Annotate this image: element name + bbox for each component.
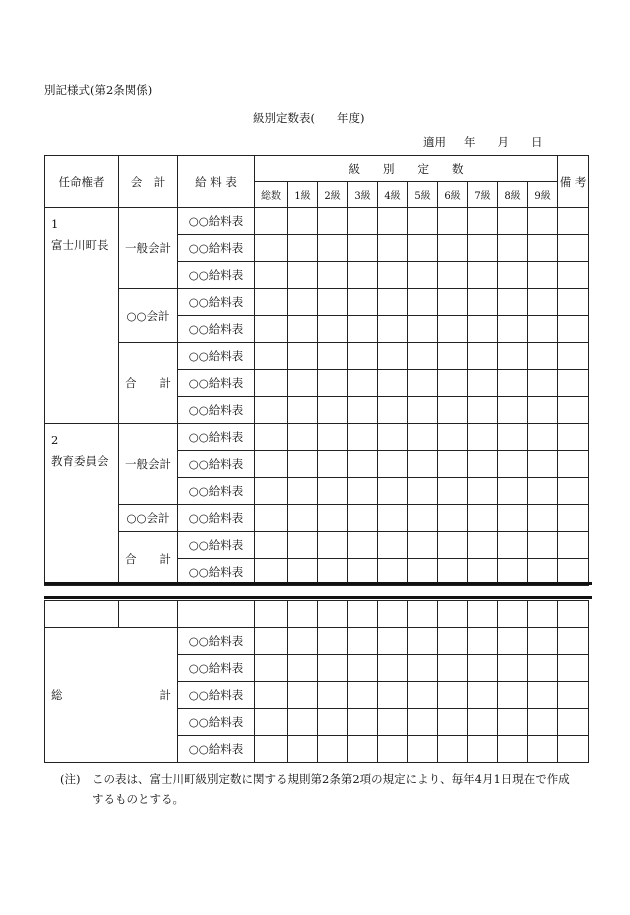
quota-cell[interactable]	[288, 424, 318, 451]
quota-cell[interactable]	[378, 709, 408, 736]
quota-cell[interactable]	[348, 262, 378, 289]
quota-cell[interactable]	[255, 424, 288, 451]
blank-cell	[178, 601, 255, 628]
quota-cell[interactable]	[558, 451, 589, 478]
quota-cell[interactable]	[288, 532, 318, 559]
quota-cell[interactable]	[255, 478, 288, 505]
quota-cell[interactable]	[438, 601, 468, 628]
quota-cell[interactable]	[558, 655, 589, 682]
quota-cell[interactable]	[318, 235, 348, 262]
quota-cell[interactable]	[528, 343, 558, 370]
account-cell-sum: 合 計	[119, 532, 178, 586]
authority-name: 富士川町長	[51, 238, 109, 252]
quota-cell[interactable]	[468, 478, 498, 505]
quota-cell[interactable]	[528, 736, 558, 763]
salary-table-cell: ○○給料表	[178, 289, 255, 316]
quota-cell[interactable]	[498, 451, 528, 478]
quota-cell[interactable]	[378, 601, 408, 628]
quota-cell[interactable]	[288, 262, 318, 289]
quota-cell[interactable]	[498, 601, 528, 628]
quota-cell[interactable]	[408, 451, 438, 478]
quota-cell[interactable]	[408, 505, 438, 532]
quota-cell[interactable]	[528, 655, 558, 682]
account-cell-other: ○○会計	[119, 289, 178, 343]
quota-cell[interactable]	[558, 208, 589, 235]
quota-cell[interactable]	[408, 235, 438, 262]
quota-cell[interactable]	[318, 505, 348, 532]
quota-cell[interactable]	[498, 316, 528, 343]
quota-cell[interactable]	[438, 709, 468, 736]
quota-cell[interactable]	[348, 505, 378, 532]
quota-cell[interactable]	[438, 289, 468, 316]
quota-cell[interactable]	[288, 397, 318, 424]
quota-cell[interactable]	[408, 208, 438, 235]
quota-cell[interactable]	[558, 316, 589, 343]
quota-cell[interactable]	[378, 736, 408, 763]
salary-table-cell: ○○給料表	[178, 532, 255, 559]
quota-cell[interactable]	[408, 343, 438, 370]
applied-year: 年	[464, 135, 476, 149]
quota-cell[interactable]	[468, 709, 498, 736]
quota-cell[interactable]	[558, 532, 589, 559]
grand-total-right: 計	[159, 688, 171, 702]
salary-table-cell: ○○給料表	[178, 208, 255, 235]
quota-cell[interactable]	[318, 682, 348, 709]
quota-cell[interactable]	[468, 628, 498, 655]
quota-cell[interactable]	[408, 424, 438, 451]
quota-cell[interactable]	[378, 316, 408, 343]
quota-cell[interactable]	[255, 451, 288, 478]
quota-cell[interactable]	[498, 289, 528, 316]
level-header: 6級	[438, 182, 468, 208]
quota-cell[interactable]	[288, 505, 318, 532]
quota-cell[interactable]	[378, 682, 408, 709]
quota-cell[interactable]	[318, 601, 348, 628]
footnote	[60, 769, 600, 809]
quota-cell[interactable]	[255, 208, 288, 235]
quota-cell[interactable]	[498, 343, 528, 370]
quota-cell[interactable]	[378, 628, 408, 655]
quota-cell[interactable]	[318, 370, 348, 397]
quota-cell[interactable]	[438, 208, 468, 235]
quota-cell[interactable]	[468, 451, 498, 478]
quota-cell[interactable]	[288, 289, 318, 316]
quota-cell[interactable]	[528, 682, 558, 709]
quota-cell[interactable]	[318, 289, 348, 316]
quota-cell[interactable]	[468, 370, 498, 397]
quota-cell[interactable]	[288, 478, 318, 505]
quota-cell[interactable]	[438, 736, 468, 763]
quota-cell[interactable]	[498, 628, 528, 655]
quota-cell[interactable]	[318, 736, 348, 763]
applied-month: 月	[497, 135, 509, 149]
quota-cell[interactable]	[318, 397, 348, 424]
quota-cell[interactable]	[318, 208, 348, 235]
quota-cell[interactable]	[438, 424, 468, 451]
quota-cell[interactable]	[498, 478, 528, 505]
quota-cell[interactable]	[255, 532, 288, 559]
quota-cell[interactable]	[408, 316, 438, 343]
quota-cell[interactable]	[378, 289, 408, 316]
quota-cell[interactable]	[528, 208, 558, 235]
quota-cell[interactable]	[288, 736, 318, 763]
quota-cell[interactable]	[558, 505, 589, 532]
quota-cell[interactable]	[348, 397, 378, 424]
quota-cell[interactable]	[255, 397, 288, 424]
quota-cell[interactable]	[438, 532, 468, 559]
quota-cell[interactable]	[468, 736, 498, 763]
quota-cell[interactable]	[558, 397, 589, 424]
quota-cell[interactable]	[558, 343, 589, 370]
quota-cell[interactable]	[498, 532, 528, 559]
quota-cell[interactable]	[255, 262, 288, 289]
applied-label: 適用	[423, 135, 446, 149]
quota-cell[interactable]	[348, 343, 378, 370]
quota-cell[interactable]	[378, 370, 408, 397]
authority-cell	[45, 208, 119, 424]
account-cell-sum: 合 計	[119, 343, 178, 424]
quota-cell[interactable]	[318, 478, 348, 505]
account-cell-general: 一般会計	[119, 208, 178, 289]
blank-cell	[45, 601, 119, 628]
quota-cell[interactable]	[468, 235, 498, 262]
quota-cell[interactable]	[468, 262, 498, 289]
quota-cell[interactable]	[288, 370, 318, 397]
quota-cell[interactable]	[408, 478, 438, 505]
authority-number: 1	[51, 217, 59, 231]
quota-cell[interactable]	[438, 628, 468, 655]
level-header: 9級	[528, 182, 558, 208]
quota-cell[interactable]	[318, 655, 348, 682]
quota-cell[interactable]	[528, 628, 558, 655]
quota-cell[interactable]	[348, 628, 378, 655]
quota-cell[interactable]	[558, 262, 589, 289]
quota-cell[interactable]	[348, 682, 378, 709]
quota-cell[interactable]	[468, 343, 498, 370]
title-main: 級別定数表(	[253, 111, 315, 125]
salary-table-header: 給 料 表	[178, 156, 255, 208]
quota-cell[interactable]	[498, 370, 528, 397]
authority-number: 2	[51, 433, 59, 447]
quota-cell[interactable]	[255, 709, 288, 736]
quota-cell[interactable]	[438, 343, 468, 370]
grade-quota-table	[44, 155, 589, 586]
salary-table-cell: ○○給料表	[178, 682, 255, 709]
quota-cell[interactable]	[378, 262, 408, 289]
quota-cell[interactable]	[498, 397, 528, 424]
quota-cell[interactable]	[348, 316, 378, 343]
quota-cell[interactable]	[528, 478, 558, 505]
quota-cell[interactable]	[318, 343, 348, 370]
account-header: 会 計	[119, 156, 178, 208]
salary-table-cell: ○○給料表	[178, 478, 255, 505]
salary-table-cell: ○○給料表	[178, 424, 255, 451]
quota-cell[interactable]	[438, 370, 468, 397]
quota-cell[interactable]	[468, 682, 498, 709]
quota-cell[interactable]	[468, 397, 498, 424]
level-header: 4級	[378, 182, 408, 208]
note-label: (注)	[60, 772, 81, 786]
quota-cell[interactable]	[528, 451, 558, 478]
quota-cell[interactable]	[438, 655, 468, 682]
authority-header: 任命権者	[45, 156, 119, 208]
salary-table-cell: ○○給料表	[178, 451, 255, 478]
quota-cell[interactable]	[468, 532, 498, 559]
double-rule-bottom	[44, 596, 592, 599]
remarks-header: 備 考	[558, 156, 589, 208]
level-header: 3級	[348, 182, 378, 208]
quota-cell[interactable]	[288, 451, 318, 478]
salary-table-cell: ○○給料表	[178, 505, 255, 532]
quota-cell[interactable]	[408, 709, 438, 736]
quota-cell[interactable]	[288, 682, 318, 709]
quota-cell[interactable]	[288, 601, 318, 628]
quota-cell[interactable]	[558, 682, 589, 709]
quota-cell[interactable]	[348, 532, 378, 559]
quota-cell[interactable]	[348, 655, 378, 682]
quota-cell[interactable]	[498, 262, 528, 289]
quota-cell[interactable]	[438, 262, 468, 289]
quota-cell[interactable]	[378, 235, 408, 262]
blank-cell	[119, 601, 178, 628]
quota-cell[interactable]	[438, 316, 468, 343]
quota-cell[interactable]	[378, 505, 408, 532]
salary-table-cell: ○○給料表	[178, 628, 255, 655]
note-line1: この表は、富士川町級別定数に関する規則第2条第2項の規定により、毎年4月1日現在で作成	[92, 772, 570, 786]
quota-cell[interactable]	[528, 235, 558, 262]
quota-cell[interactable]	[468, 208, 498, 235]
quota-cell[interactable]	[348, 289, 378, 316]
quota-cell[interactable]	[528, 424, 558, 451]
quota-cell[interactable]	[378, 343, 408, 370]
quota-cell[interactable]	[558, 370, 589, 397]
quota-cell[interactable]	[378, 424, 408, 451]
quota-cell[interactable]	[408, 262, 438, 289]
quota-cell[interactable]	[438, 505, 468, 532]
quota-cell[interactable]	[558, 235, 589, 262]
quota-cell[interactable]	[528, 289, 558, 316]
quota-cell[interactable]	[498, 424, 528, 451]
salary-table-cell: ○○給料表	[178, 262, 255, 289]
quota-cell[interactable]	[438, 682, 468, 709]
quota-cell[interactable]	[408, 397, 438, 424]
quota-cell[interactable]	[408, 289, 438, 316]
quota-cell[interactable]	[558, 478, 589, 505]
form-title	[253, 110, 365, 126]
quota-cell[interactable]	[255, 370, 288, 397]
quota-cell[interactable]	[318, 424, 348, 451]
quota-cell[interactable]	[498, 709, 528, 736]
level-header: 8級	[498, 182, 528, 208]
quota-cell[interactable]	[255, 343, 288, 370]
quota-cell[interactable]	[408, 370, 438, 397]
quota-cell[interactable]	[558, 601, 589, 628]
quota-cell[interactable]	[438, 235, 468, 262]
quota-cell[interactable]	[468, 316, 498, 343]
quota-cell[interactable]	[348, 478, 378, 505]
quota-cell[interactable]	[408, 682, 438, 709]
quota-cell[interactable]	[378, 532, 408, 559]
title-year: 年度)	[337, 111, 365, 125]
quota-cell[interactable]	[438, 451, 468, 478]
quota-cell[interactable]	[558, 628, 589, 655]
quota-cell[interactable]	[468, 505, 498, 532]
account-cell-other: ○○会計	[119, 505, 178, 532]
quota-cell[interactable]	[255, 682, 288, 709]
quota-cell[interactable]	[528, 370, 558, 397]
quota-cell[interactable]	[498, 736, 528, 763]
quota-cell[interactable]	[348, 451, 378, 478]
level-header: 1級	[288, 182, 318, 208]
quota-cell[interactable]	[348, 709, 378, 736]
grade-quota-header: 級 別 定 数	[255, 156, 558, 182]
quota-cell[interactable]	[378, 397, 408, 424]
quota-cell[interactable]	[255, 235, 288, 262]
quota-cell[interactable]	[378, 478, 408, 505]
quota-cell[interactable]	[348, 235, 378, 262]
quota-cell[interactable]	[255, 628, 288, 655]
quota-cell[interactable]	[318, 316, 348, 343]
quota-cell[interactable]	[288, 709, 318, 736]
quota-cell[interactable]	[558, 424, 589, 451]
quota-cell[interactable]	[318, 532, 348, 559]
quota-cell[interactable]	[348, 208, 378, 235]
quota-cell[interactable]	[348, 370, 378, 397]
quota-cell[interactable]	[318, 628, 348, 655]
salary-table-cell: ○○給料表	[178, 316, 255, 343]
quota-cell[interactable]	[528, 709, 558, 736]
quota-cell[interactable]	[528, 316, 558, 343]
quota-cell[interactable]	[288, 628, 318, 655]
quota-cell[interactable]	[468, 601, 498, 628]
quota-cell[interactable]	[468, 655, 498, 682]
quota-cell[interactable]	[528, 601, 558, 628]
salary-table-cell: ○○給料表	[178, 343, 255, 370]
quota-cell[interactable]	[468, 424, 498, 451]
quota-cell[interactable]	[498, 505, 528, 532]
quota-cell[interactable]	[498, 235, 528, 262]
quota-cell[interactable]	[408, 601, 438, 628]
application-date	[423, 134, 543, 150]
quota-cell[interactable]	[288, 208, 318, 235]
quota-cell[interactable]	[558, 289, 589, 316]
quota-cell[interactable]	[318, 709, 348, 736]
authority-name: 教育委員会	[51, 454, 109, 468]
account-cell-general: 一般会計	[119, 424, 178, 505]
quota-cell[interactable]	[255, 505, 288, 532]
quota-cell[interactable]	[498, 655, 528, 682]
quota-cell[interactable]	[498, 208, 528, 235]
quota-cell[interactable]	[378, 655, 408, 682]
quota-cell[interactable]	[468, 289, 498, 316]
applied-day: 日	[531, 135, 543, 149]
quota-cell[interactable]	[408, 532, 438, 559]
grand-total-table	[44, 600, 589, 763]
quota-cell[interactable]	[288, 316, 318, 343]
quota-cell[interactable]	[348, 736, 378, 763]
quota-cell[interactable]	[378, 451, 408, 478]
quota-cell[interactable]	[528, 262, 558, 289]
salary-table-cell: ○○給料表	[178, 709, 255, 736]
form-heading: 別記様式(第2条関係)	[44, 83, 153, 97]
quota-cell[interactable]	[288, 655, 318, 682]
quota-cell[interactable]	[528, 532, 558, 559]
quota-cell[interactable]	[408, 736, 438, 763]
quota-cell[interactable]	[558, 709, 589, 736]
quota-cell[interactable]	[528, 505, 558, 532]
level-header: 7級	[468, 182, 498, 208]
quota-cell[interactable]	[318, 451, 348, 478]
quota-cell[interactable]	[348, 601, 378, 628]
authority-cell	[45, 424, 119, 586]
salary-table-cell: ○○給料表	[178, 559, 255, 586]
salary-table-cell: ○○給料表	[178, 655, 255, 682]
salary-table-cell: ○○給料表	[178, 397, 255, 424]
quota-cell[interactable]	[255, 601, 288, 628]
quota-cell[interactable]	[255, 736, 288, 763]
quota-cell[interactable]	[255, 289, 288, 316]
quota-cell[interactable]	[408, 655, 438, 682]
level-header: 5級	[408, 182, 438, 208]
grand-total-label	[45, 628, 178, 763]
grand-total-left: 総	[51, 688, 63, 702]
total-count-header: 総数	[255, 182, 288, 208]
quota-cell[interactable]	[558, 736, 589, 763]
quota-cell[interactable]	[348, 424, 378, 451]
salary-table-cell: ○○給料表	[178, 736, 255, 763]
quota-cell[interactable]	[288, 235, 318, 262]
quota-cell[interactable]	[528, 397, 558, 424]
quota-cell[interactable]	[255, 316, 288, 343]
quota-cell[interactable]	[438, 397, 468, 424]
quota-cell[interactable]	[408, 628, 438, 655]
salary-table-cell: ○○給料表	[178, 370, 255, 397]
quota-cell[interactable]	[378, 208, 408, 235]
quota-cell[interactable]	[318, 262, 348, 289]
note-line2: するものとする。	[92, 792, 184, 806]
quota-cell[interactable]	[255, 655, 288, 682]
level-header: 2級	[318, 182, 348, 208]
salary-table-cell: ○○給料表	[178, 235, 255, 262]
quota-cell[interactable]	[438, 478, 468, 505]
quota-cell[interactable]	[288, 343, 318, 370]
quota-cell[interactable]	[498, 682, 528, 709]
double-rule-top	[44, 582, 592, 585]
